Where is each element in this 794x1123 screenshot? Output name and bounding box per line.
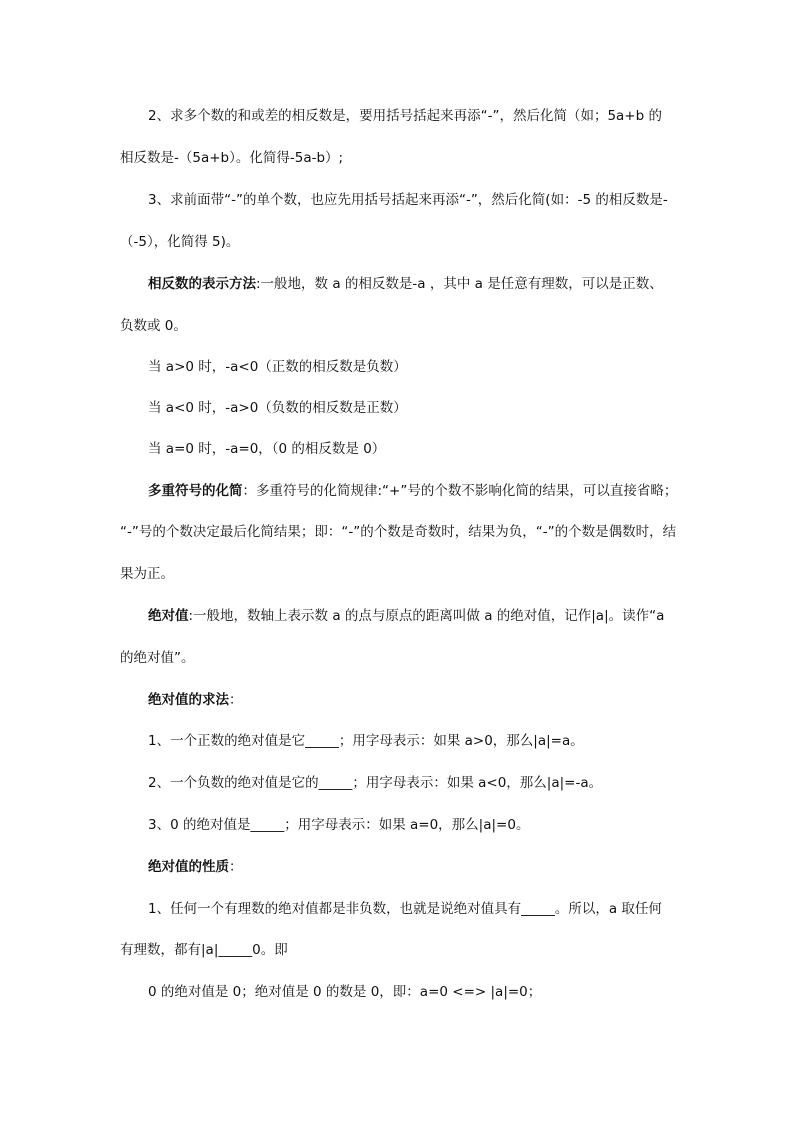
abs-method-colon: ： <box>229 692 243 708</box>
case-zero: 当 a=0 时，-a=0，（0 的相反数是 0） <box>148 441 386 457</box>
abs-method-heading: 绝对值的求法 <box>148 692 229 708</box>
abs-def-heading: 绝对值 <box>148 608 189 624</box>
abs-property-heading-line <box>148 857 243 877</box>
multi-sign-line-3: 果为正。 <box>120 566 174 582</box>
multi-sign-line-2: “-”号的个数决定最后化简结果；即：“-”的个数是奇数时，结果为负，“-”的个数是偶数时，结 <box>120 524 677 540</box>
para-2-line-2: 相反数是-（5a+b）。化简得-5a-b）; <box>120 150 344 166</box>
case-negative: 当 a<0 时，-a>0（负数的相反数是正数） <box>148 400 407 416</box>
abs-property-2: 0 的绝对值是 0；绝对值是 0 的数是 0，即：a=0 <=> |a|=0； <box>148 984 542 1000</box>
para-3-line-1: 3、求前面带“-”的单个数，也应先用括号括起来再添“-”，然后化简(如：-5 的相反数是- <box>148 192 668 208</box>
multi-sign-heading: 多重符号的化简 <box>148 483 243 499</box>
multi-sign-text: ：多重符号的化简规律:“+”号的个数不影响化简的结果，可以直接省略； <box>242 483 678 499</box>
representation-heading: 相反数的表示方法 <box>148 276 256 292</box>
abs-def-line-1 <box>148 606 664 626</box>
abs-method-2: 2、一个负数的绝对值是它的_____；用字母表示：如果 a<0，那么|a|=-a。 <box>148 775 603 791</box>
abs-property-colon: ： <box>229 859 243 875</box>
abs-property-1-line-1: 1、任何一个有理数的绝对值都是非负数，也就是说绝对值具有_____。所以，a 取任何 <box>148 901 662 917</box>
representation-text: :一般地，数 a 的相反数是-a ，其中 a 是任意有理数，可以是正数、 <box>256 276 663 292</box>
abs-property-1-line-2: 有理数，都有|a|_____0。即 <box>120 942 288 958</box>
multi-sign-line-1 <box>148 481 677 501</box>
case-positive: 当 a>0 时，-a<0（正数的相反数是负数） <box>148 359 407 375</box>
representation-line-1 <box>148 274 663 294</box>
representation-line-2: 负数或 0。 <box>120 318 187 334</box>
abs-property-heading: 绝对值的性质 <box>148 859 229 875</box>
abs-method-heading-line <box>148 690 243 710</box>
para-3-line-2: （-5），化简得 5)。 <box>120 234 240 250</box>
para-2-line-1: 2、求多个数的和或差的相反数是，要用括号括起来再添“-”，然后化简（如；5a+b 的 <box>148 108 662 124</box>
abs-method-3: 3、0 的绝对值是_____；用字母表示：如果 a=0，那么|a|=0。 <box>148 817 530 833</box>
abs-def-line-2: 的绝对值”。 <box>120 650 195 666</box>
abs-def-text: :一般地，数轴上表示数 a 的点与原点的距离叫做 a 的绝对值，记作|a|。读作“a <box>188 608 665 624</box>
abs-method-1: 1、一个正数的绝对值是它_____；用字母表示：如果 a>0，那么|a|=a。 <box>148 733 584 749</box>
